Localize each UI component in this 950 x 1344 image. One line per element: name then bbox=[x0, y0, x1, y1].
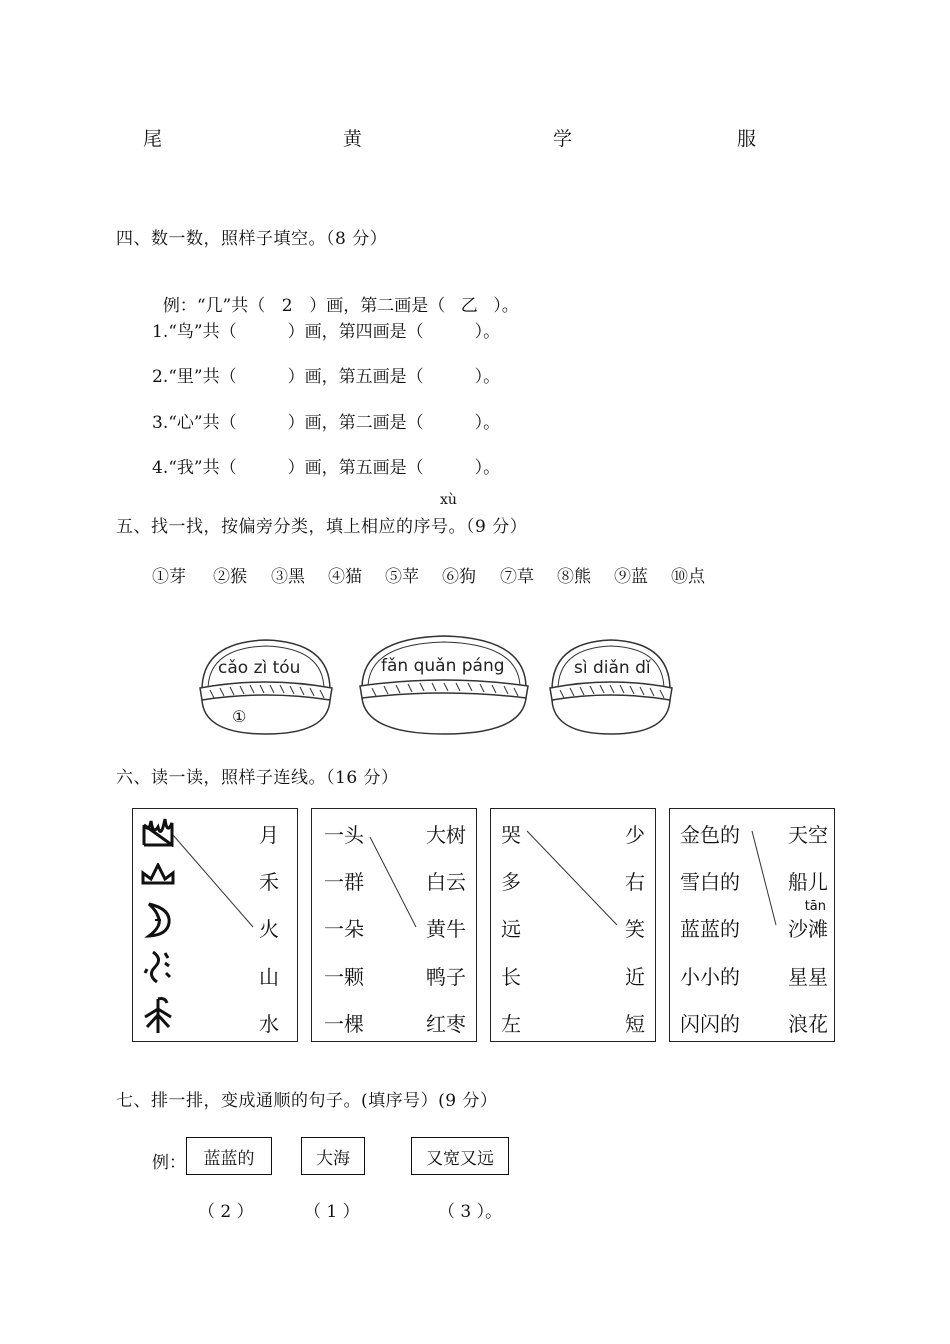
card-1-right-3: 火 bbox=[259, 917, 279, 941]
option-4: ④猫 bbox=[328, 567, 362, 587]
card-1-right-2: 禾 bbox=[259, 870, 279, 894]
section7-example-label: 例： bbox=[152, 1153, 186, 1173]
card-4-right-4: 星星 bbox=[788, 965, 828, 989]
section5-pinyin: xù bbox=[440, 492, 457, 508]
option-8: ⑧熊 bbox=[557, 567, 591, 587]
option-3: ③黑 bbox=[271, 567, 305, 587]
word-box-3: 又宽又远 bbox=[411, 1137, 509, 1175]
grain-pictograph-icon bbox=[141, 995, 175, 1035]
moon-pictograph-icon bbox=[141, 901, 175, 939]
basket-1 bbox=[196, 630, 336, 738]
card-2-right-5: 红枣 bbox=[426, 1012, 466, 1036]
word-box-1: 蓝蓝的 bbox=[186, 1137, 272, 1175]
card-2-right-2: 白云 bbox=[426, 870, 466, 894]
example-label: 例： bbox=[162, 296, 197, 316]
mountain-pictograph-icon bbox=[141, 863, 175, 887]
example-mid: ）画，第二画是（ bbox=[309, 296, 446, 316]
top-char-2: 黄 bbox=[343, 128, 363, 150]
option-10: ⑩点 bbox=[671, 567, 705, 587]
card-4-left-3: 蓝蓝的 bbox=[680, 917, 740, 941]
fire-pictograph-icon bbox=[141, 817, 175, 847]
card-3-right-1: 少 bbox=[625, 823, 645, 847]
card-4-right-2: 船儿 bbox=[788, 870, 828, 894]
card-2-right-4: 鸭子 bbox=[426, 965, 466, 989]
match-card-4 bbox=[669, 808, 835, 1042]
card-1-right-1: 月 bbox=[259, 823, 279, 847]
order-2: （ 1 ） bbox=[304, 1202, 360, 1222]
card-3-left-3: 远 bbox=[501, 917, 521, 941]
card-3-right-3: 笑 bbox=[625, 917, 645, 941]
option-9: ⑨蓝 bbox=[614, 567, 648, 587]
option-1: ①芽 bbox=[152, 567, 186, 587]
water-pictograph-icon bbox=[143, 949, 173, 985]
basket-3-icon bbox=[546, 630, 676, 738]
section4-item-4: 4.“我”共（ ）画，第五画是（ ）。 bbox=[152, 458, 501, 478]
card-1-right-4: 山 bbox=[259, 965, 279, 989]
section7-title: 七、排一排，变成通顺的句子。(填序号）(9 分） bbox=[116, 1091, 498, 1111]
card-4-left-1: 金色的 bbox=[680, 823, 740, 847]
card-2-left-4: 一颗 bbox=[324, 965, 364, 989]
basket-2 bbox=[356, 628, 532, 738]
card-3-left-2: 多 bbox=[501, 870, 521, 894]
option-5: ⑤苹 bbox=[385, 567, 419, 587]
section4-item-3: 3.“心”共（ ）画，第二画是（ ）。 bbox=[152, 413, 501, 433]
card-3-right-5: 短 bbox=[625, 1012, 645, 1036]
section5-title: 五、找一找，按偏旁分类，填上相应的序号。（9 分） bbox=[116, 517, 528, 537]
basket-1-label: cǎo zì tóu bbox=[218, 658, 301, 678]
section4-title: 四、数一数，照样子填空。（8 分） bbox=[116, 229, 388, 249]
card-4-pinyin: tān bbox=[804, 899, 826, 914]
basket-1-answer: ① bbox=[232, 707, 247, 726]
basket-2-icon bbox=[356, 628, 532, 738]
word-box-2: 大海 bbox=[301, 1137, 365, 1175]
section4-item-2: 2.“里”共（ ）画，第五画是（ ）。 bbox=[152, 367, 501, 387]
card-3-right-4: 近 bbox=[625, 965, 645, 989]
top-char-4: 服 bbox=[737, 128, 757, 150]
card-4-left-5: 闪闪的 bbox=[680, 1012, 740, 1036]
example-count: 2 bbox=[281, 296, 293, 316]
match-card-2 bbox=[311, 808, 477, 1042]
card-3-left-4: 长 bbox=[501, 965, 521, 989]
option-6: ⑥狗 bbox=[442, 567, 476, 587]
option-2: ②猴 bbox=[213, 567, 247, 587]
card-4-right-3: 沙滩 bbox=[788, 917, 828, 941]
card-2-left-5: 一棵 bbox=[324, 1012, 364, 1036]
card-3-left-5: 左 bbox=[501, 1012, 521, 1036]
card-4-right-1: 天空 bbox=[788, 823, 828, 847]
order-3: （ 3 ）。 bbox=[438, 1202, 503, 1222]
card-1-right-5: 水 bbox=[259, 1012, 279, 1036]
basket-3-label: sì diǎn dǐ bbox=[574, 658, 651, 678]
basket-2-label: fǎn quǎn páng bbox=[381, 656, 505, 676]
card-4-left-4: 小小的 bbox=[680, 965, 740, 989]
basket-3 bbox=[546, 630, 676, 738]
card-3-right-2: 右 bbox=[625, 870, 645, 894]
basket-1-icon bbox=[196, 630, 336, 738]
card-4-left-2: 雪白的 bbox=[680, 870, 740, 894]
order-1: （ 2 ） bbox=[198, 1202, 254, 1222]
card-2-left-2: 一群 bbox=[324, 870, 364, 894]
match-card-3 bbox=[490, 808, 656, 1042]
section4-item-1: 1.“鸟”共（ ）画，第四画是（ ）。 bbox=[152, 322, 501, 342]
card-2-right-3: 黄牛 bbox=[426, 917, 466, 941]
card-4-right-5: 浪花 bbox=[788, 1012, 828, 1036]
match-card-1 bbox=[132, 808, 298, 1042]
section4-example bbox=[152, 271, 519, 316]
option-7: ⑦草 bbox=[500, 567, 534, 587]
card-2-right-1: 大树 bbox=[426, 823, 466, 847]
card-3-left-1: 哭 bbox=[501, 823, 521, 847]
top-char-1: 尾 bbox=[143, 128, 163, 150]
example-stroke: 乙 bbox=[460, 296, 478, 316]
top-char-3: 学 bbox=[553, 128, 573, 150]
card-2-left-1: 一头 bbox=[324, 823, 364, 847]
card-2-left-3: 一朵 bbox=[324, 917, 364, 941]
example-char: “几”共（ bbox=[196, 296, 266, 316]
example-end: ）。 bbox=[493, 296, 519, 316]
section6-title: 六、读一读，照样子连线。（16 分） bbox=[116, 768, 399, 788]
